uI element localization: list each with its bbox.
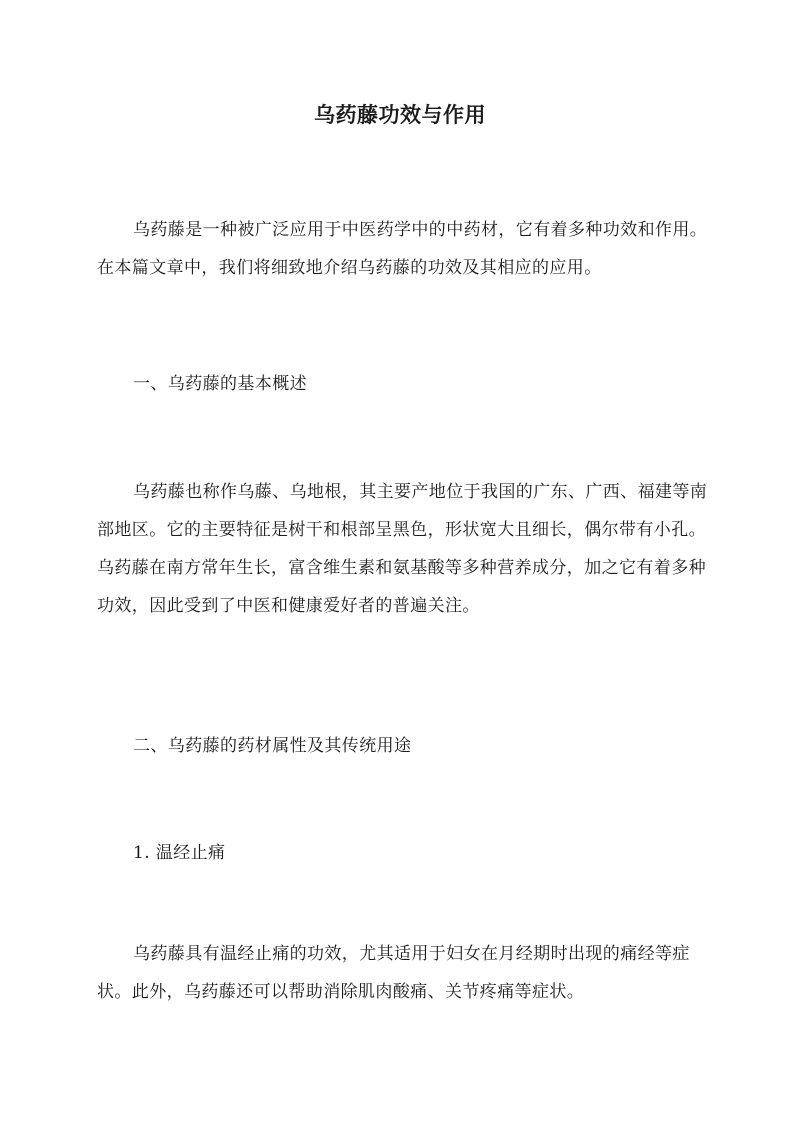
document-title: 乌药藤功效与作用 — [314, 102, 486, 127]
intro-paragraph: 乌药藤是一种被广泛应用于中医药学中的中药材，它有着多种功效和作用。在本篇文章中，我们将细致地介绍乌药藤的功效及其相应的应用。 — [97, 220, 708, 278]
section-1-paragraph: 乌药藤也称作乌藤、乌地根，其主要产地位于我国的广东、广西、福建等南部地区。它的主要特征是树干和根部呈黑色，形状宽大且细长，偶尔带有小孔。乌药藤在南方常年生长，富含维生素和氨基酸等多种营养成分，加之它有着多种功效，因此受到了中医和健康爱好者的普遍关注。 — [97, 482, 708, 616]
section-1-heading: 一、乌药藤的基本概述 — [133, 374, 307, 394]
subsection-1-paragraph: 乌药藤具有温经止痛的功效，尤其适用于妇女在月经期时出现的痛经等症状。此外，乌药藤还可以帮助消除肌肉酸痛、关节疼痛等症状。 — [97, 944, 690, 1002]
section-2-heading: 二、乌药藤的药材属性及其传统用途 — [133, 736, 412, 756]
subsection-1-heading: 1. 温经止痛 — [133, 843, 226, 863]
